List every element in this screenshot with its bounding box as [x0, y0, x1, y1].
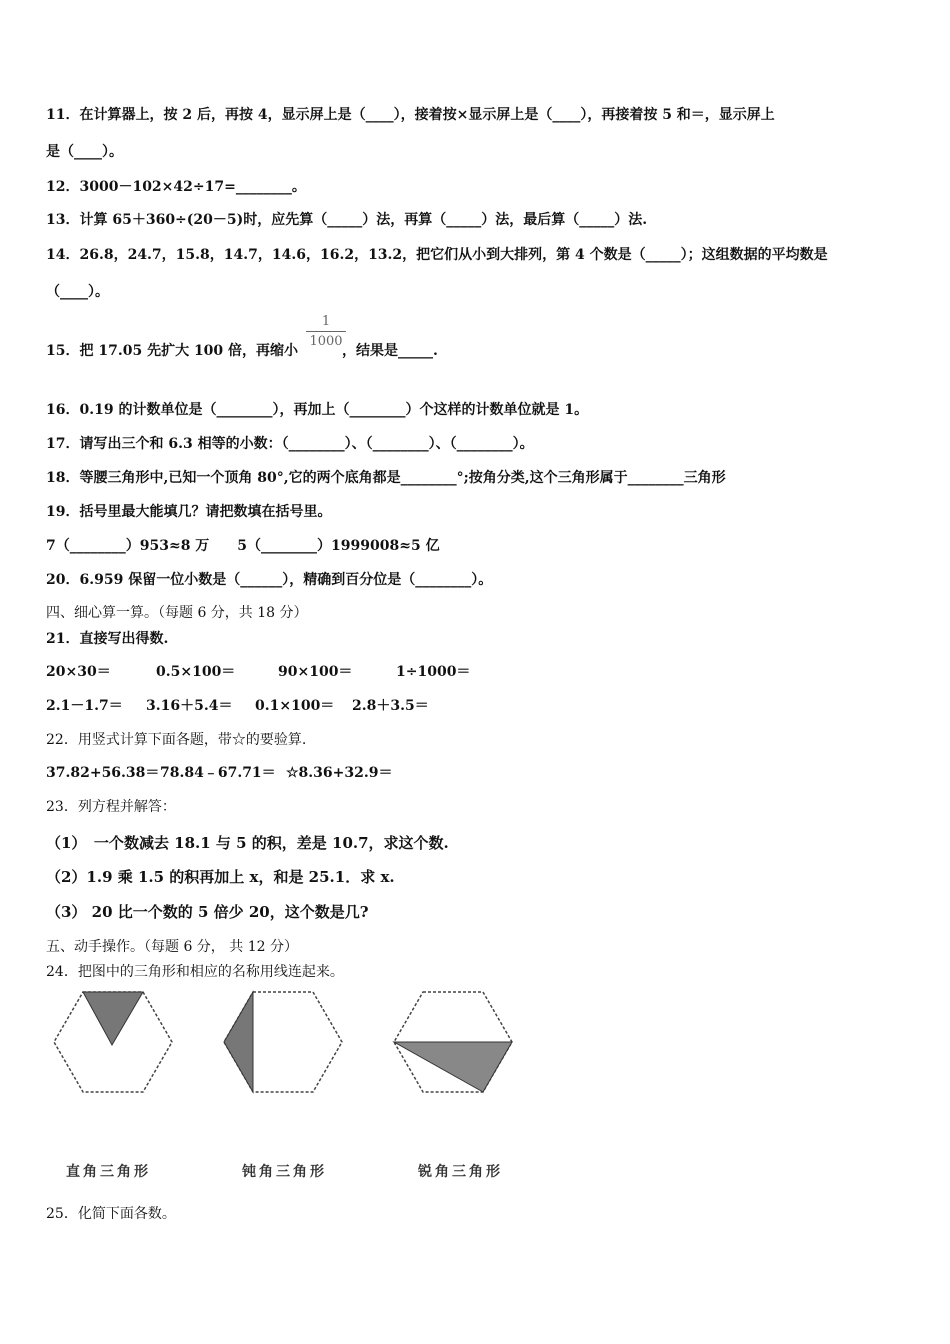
question-18: 18．等腰三角形中,已知一个顶角 80°,它的两个底角都是________°;按角分类,这个三角形属于________三角形	[46, 470, 726, 486]
q21-item: 3.16＋5.4＝	[146, 698, 233, 714]
section-5-heading: 五、动手操作。（每题 6 分， 共 12 分）	[46, 939, 298, 955]
q21-item: 2.8＋3.5＝	[352, 698, 429, 714]
q21-item: 0.1×100＝	[255, 698, 335, 714]
question-23-3: （3） 20 比一个数的 5 倍少 20，这个数是几?	[46, 903, 369, 921]
shaded-triangle	[224, 992, 253, 1092]
question-23-1: （1） 一个数减去 18.1 与 5 的积，差是 10.7，求这个数.	[46, 834, 449, 852]
fraction-numerator: 1	[321, 314, 331, 329]
question-14-line2: （____）。	[46, 284, 109, 300]
hexagon-figure-1	[50, 990, 175, 1095]
question-24: 24．把图中的三角形和相应的名称用线连起来。	[46, 964, 344, 980]
q21-item: 1÷1000＝	[396, 664, 471, 680]
q21-item: 0.5×100＝	[156, 664, 236, 680]
shaded-triangle	[394, 1042, 512, 1092]
question-19: 19．括号里最大能填几？请把数填在括号里。	[46, 504, 332, 520]
q21-item: 20×30＝	[46, 664, 111, 680]
question-25: 25．化简下面各数。	[46, 1206, 176, 1222]
question-11-line1: 11．在计算器上，按 2 后，再按 4，显示屏上是（____），接着按×显示屏上是（____），再接着按 5 和＝，显示屏上	[46, 107, 775, 123]
shaded-triangle	[83, 992, 143, 1045]
question-17: 17．请写出三个和 6.3 相等的小数：（________）、（________）、（________）。	[46, 436, 534, 452]
question-21: 21．直接写出得数.	[46, 631, 169, 647]
hexagon-figure-2	[220, 990, 345, 1095]
q22-item: ☆8.36+32.9＝	[286, 765, 393, 781]
question-16: 16．0.19 的计数单位是（________），再加上（________）个这样的计数单位就是 1。	[46, 402, 589, 418]
question-22: 22．用竖式计算下面各题，带☆的要验算.	[46, 732, 307, 748]
question-12: 12．3000－102×42÷17=________。	[46, 179, 306, 195]
question-23: 23．列方程并解答：	[46, 799, 176, 815]
question-23-2: （2）1.9 乘 1.5 的积再加上 x，和是 25.1．求 x.	[46, 868, 395, 886]
question-20: 20．6.959 保留一位小数是（______），精确到百分位是（________）。	[46, 572, 493, 588]
label-obtuse-triangle: 钝角三角形	[242, 1164, 327, 1180]
question-19-items: 7（________）953≈8 万 5（________）1999008≈5 亿	[46, 538, 440, 554]
question-15-text: 15．把 17.05 先扩大 100 倍，再缩小	[46, 343, 299, 359]
fraction-1-over-1000	[306, 314, 346, 349]
question-15	[46, 340, 438, 360]
q22-item: 37.82+56.38＝	[46, 765, 160, 781]
q21-item: 90×100＝	[278, 664, 353, 680]
q22-item: 78.84﹣67.71＝	[160, 765, 276, 781]
q21-item: 2.1－1.7＝	[46, 698, 123, 714]
fraction-denominator: 1000	[309, 334, 343, 349]
section-4-heading: 四、细心算一算。（每题 6 分，共 18 分）	[46, 605, 308, 621]
question-11-line2: 是（____）。	[46, 144, 123, 160]
question-15-tail: ，结果是_____.	[342, 343, 438, 359]
question-13: 13．计算 65＋360÷(20－5)时，应先算（_____）法，再算（_____）法，最后算（_____）法.	[46, 212, 648, 228]
label-right-triangle: 直角三角形	[66, 1164, 151, 1180]
question-14-line1: 14．26.8，24.7，15.8，14.7，14.6，16.2，13.2，把它们从小到大排列，第 4 个数是（_____）；这组数据的平均数是	[46, 247, 828, 263]
label-acute-triangle: 锐角三角形	[418, 1164, 503, 1180]
hexagon-figure-3	[390, 990, 515, 1095]
